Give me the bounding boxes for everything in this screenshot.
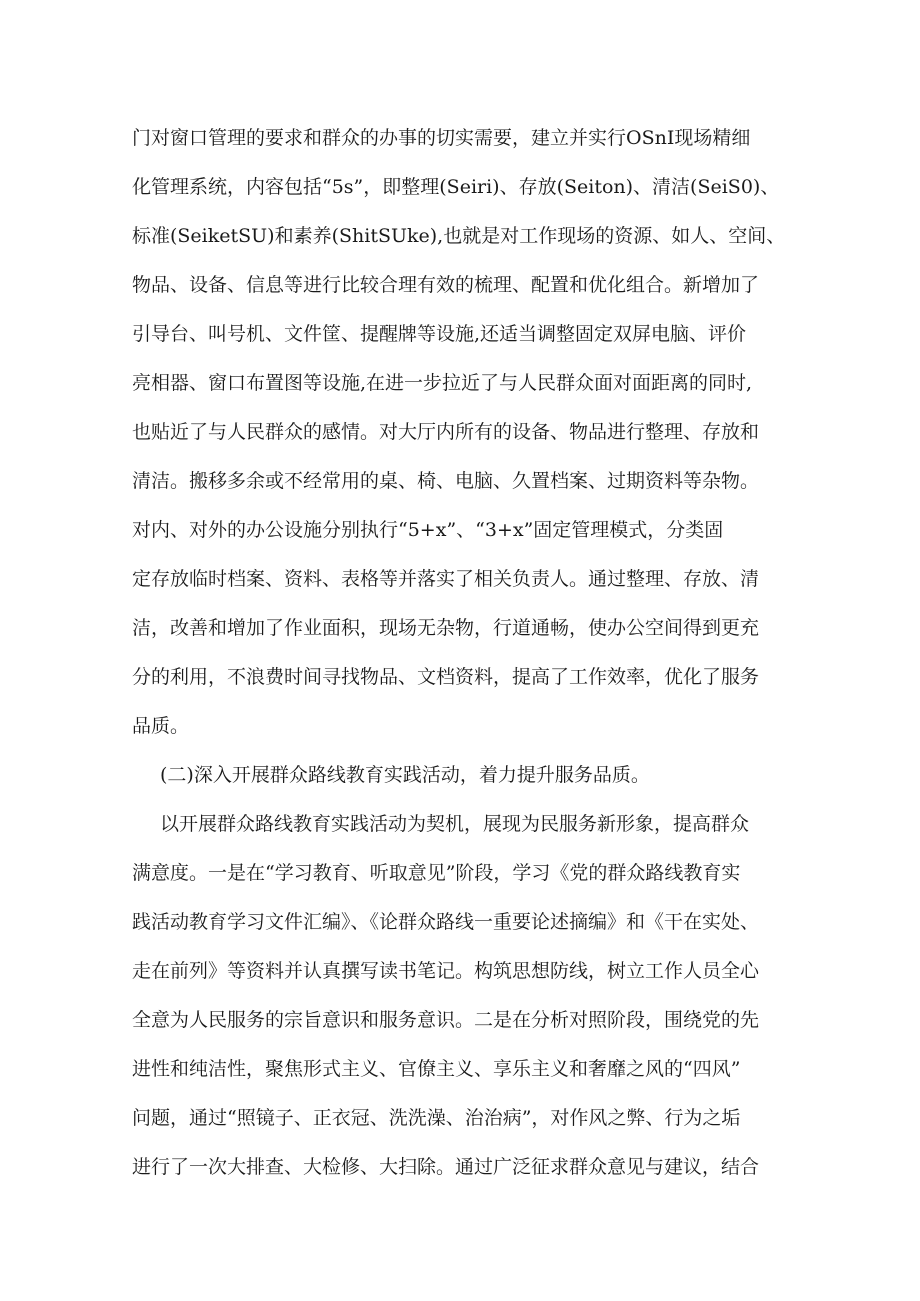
text-line: 化管理系统，内容包括“5s”，即整理(Seiri)、存放(Seiton)、清洁(SeiS0)、: [132, 176, 780, 198]
text-line: 走在前列》等资料并认真撰写读书笔记。构筑思想防线，树立工作人员全心: [132, 960, 760, 982]
text-line: 践活动教育学习文件汇编》、《论群众路线一重要论述摘编》和《干在实处、: [132, 911, 760, 933]
text-line: 对内、对外的办公设施分别执行“5+x”、“3+x”固定管理模式，分类固: [132, 519, 724, 541]
text-line: 清洁。搬移多余或不经常用的桌、椅、电脑、久置档案、过期资料等杂物。: [132, 470, 760, 492]
text-line: 也贴近了与人民群众的感情。对大厅内所有的设备、物品进行整理、存放和: [132, 421, 760, 443]
text-line: 问题，通过“照镜子、正衣冠、洗洗澡、治治病”，对作风之弊、行为之垢: [132, 1107, 741, 1129]
text-line: 进性和纯洁性，聚焦形式主义、官僚主义、享乐主义和奢靡之风的“四风”: [132, 1058, 741, 1080]
text-line: 分的利用，不浪费时间寻找物品、文档资料，提高了工作效率，优化了服务: [132, 666, 760, 688]
text-line: 洁，改善和增加了作业面积，现场无杂物，行道通畅，使办公空间得到更充: [132, 617, 760, 639]
paragraph-first-line: 以开展群众路线教育实践活动为契机，展现为民服务新形象，提高群众: [160, 813, 750, 835]
text-line: 物品、设备、信息等进行比较合理有效的梳理、配置和优化组合。新增加了: [132, 274, 760, 296]
text-line: 满意度。一是在“学习教育、听取意见”阶段，学习《党的群众路线教育实: [132, 862, 741, 884]
text-line: 亮相器、窗口布置图等设施,在进一步拉近了与人民群众面对面距离的同时,: [132, 372, 753, 394]
text-line: 标准(SeiketSU)和素养(ShitSUke),也就是对工作现场的资源、如人、空间、: [132, 225, 786, 247]
text-line: 门对窗口管理的要求和群众的办事的切实需要，建立并实行OSnI现场精细: [132, 127, 751, 149]
text-line: 进行了一次大排查、大检修、大扫除。通过广泛征求群众意见与建议，结合: [132, 1156, 760, 1178]
text-line: 全意为人民服务的宗旨意识和服务意识。二是在分析对照阶段，围绕党的先: [132, 1009, 760, 1031]
text-line: 品质。: [132, 715, 190, 737]
text-line: 引导台、叫号机、文件筐、提醒牌等设施,还适当调整固定双屏电脑、评价: [132, 323, 747, 345]
text-line: 定存放临时档案、资料、表格等并落实了相关负责人。通过整理、存放、清: [132, 568, 760, 590]
section-heading: (二)深入开展群众路线教育实践活动，着力提升服务品质。: [160, 764, 650, 786]
